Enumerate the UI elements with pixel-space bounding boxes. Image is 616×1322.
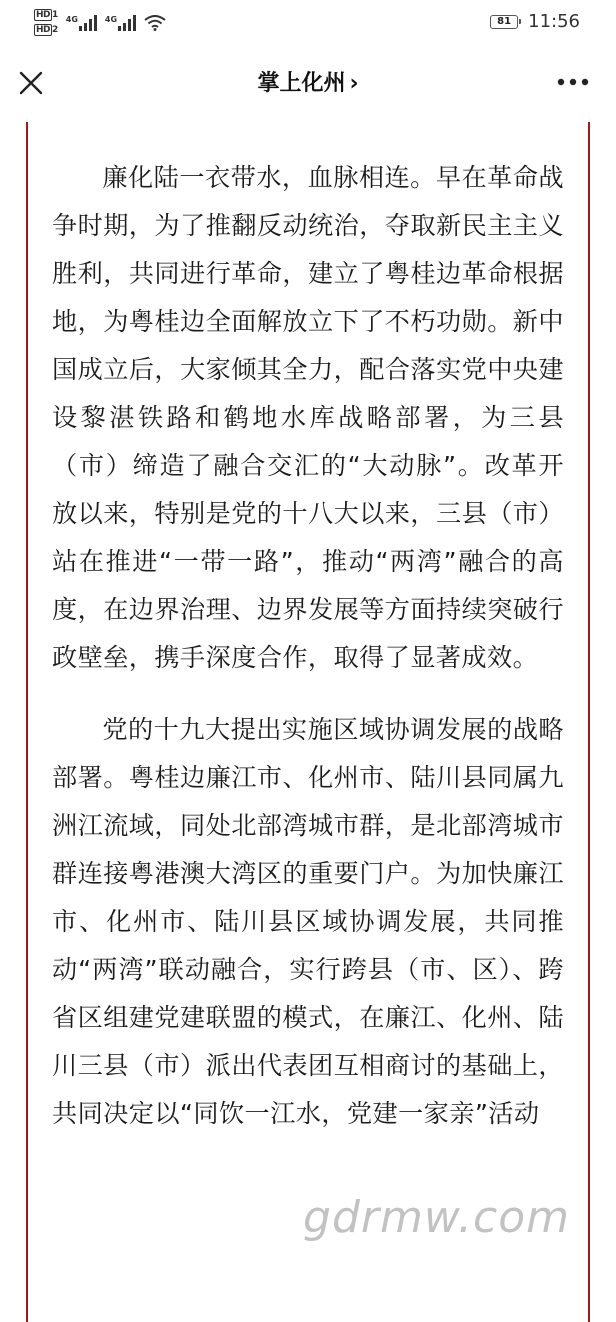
wifi-icon [144, 15, 166, 31]
signal-2-icon: 4G [105, 15, 136, 31]
page-title-text: 掌上化州 [257, 71, 346, 96]
article-paragraph-2: 党的十九大提出实施区域协调发展的战略部署。粤桂边廉江市、化州市、陆川县同属九洲江流域，同处北部湾城市群，是北部湾城市群连接粤港澳大湾区的重要门户。为加快廉江市、化州市、陆川县区域协调发展，共同推动“两湾”联动融合，实行跨县（市、区）、跨省区组建党建联盟的模式，在廉江、化州、陆川三县（市）派出代表团互相商讨的基础上，共同决定以“同饮一江水，党建一家亲”活动 [52, 715, 564, 1128]
status-right [490, 11, 580, 32]
hd-indicators [34, 9, 58, 36]
clock: 11:56 [528, 11, 580, 32]
page-title[interactable] [0, 70, 616, 98]
battery-icon [490, 15, 518, 29]
signal-1-icon: 4G [66, 15, 97, 31]
hd1-icon: HD 1 [36, 10, 58, 20]
nav-bar [0, 46, 616, 122]
battery-level: 81 [497, 15, 512, 27]
status-bar [0, 0, 616, 46]
article-body [52, 154, 564, 1138]
status-left [34, 9, 166, 36]
more-dots-icon[interactable] [556, 76, 590, 88]
chevron-right-icon: › [349, 71, 359, 96]
hd2-icon: HD 2 [36, 25, 58, 35]
article-paragraph-1: 廉化陆一衣带水，血脉相连。早在革命战争时期，为了推翻反动统治，夺取新民主主义胜利，共同进行革命，建立了粤桂边革命根据地，为粤桂边全面解放立下了不朽功勋。新中国成立后，大家倾其全力，配合落实党中央建设黎湛铁路和鹤地水库战略部署，为三县（市）缔造了融合交汇的“大动脉”。改革开放以来，特别是党的十八大以来，三县（市）站在推进“一带一路”，推动“两湾”融合的高度，在边界治理、边界发展等方面持续突破行政壁垒，携手深度合作，取得了显著成效。 [52, 163, 564, 672]
watermark: gdrmw.com [303, 1192, 570, 1243]
